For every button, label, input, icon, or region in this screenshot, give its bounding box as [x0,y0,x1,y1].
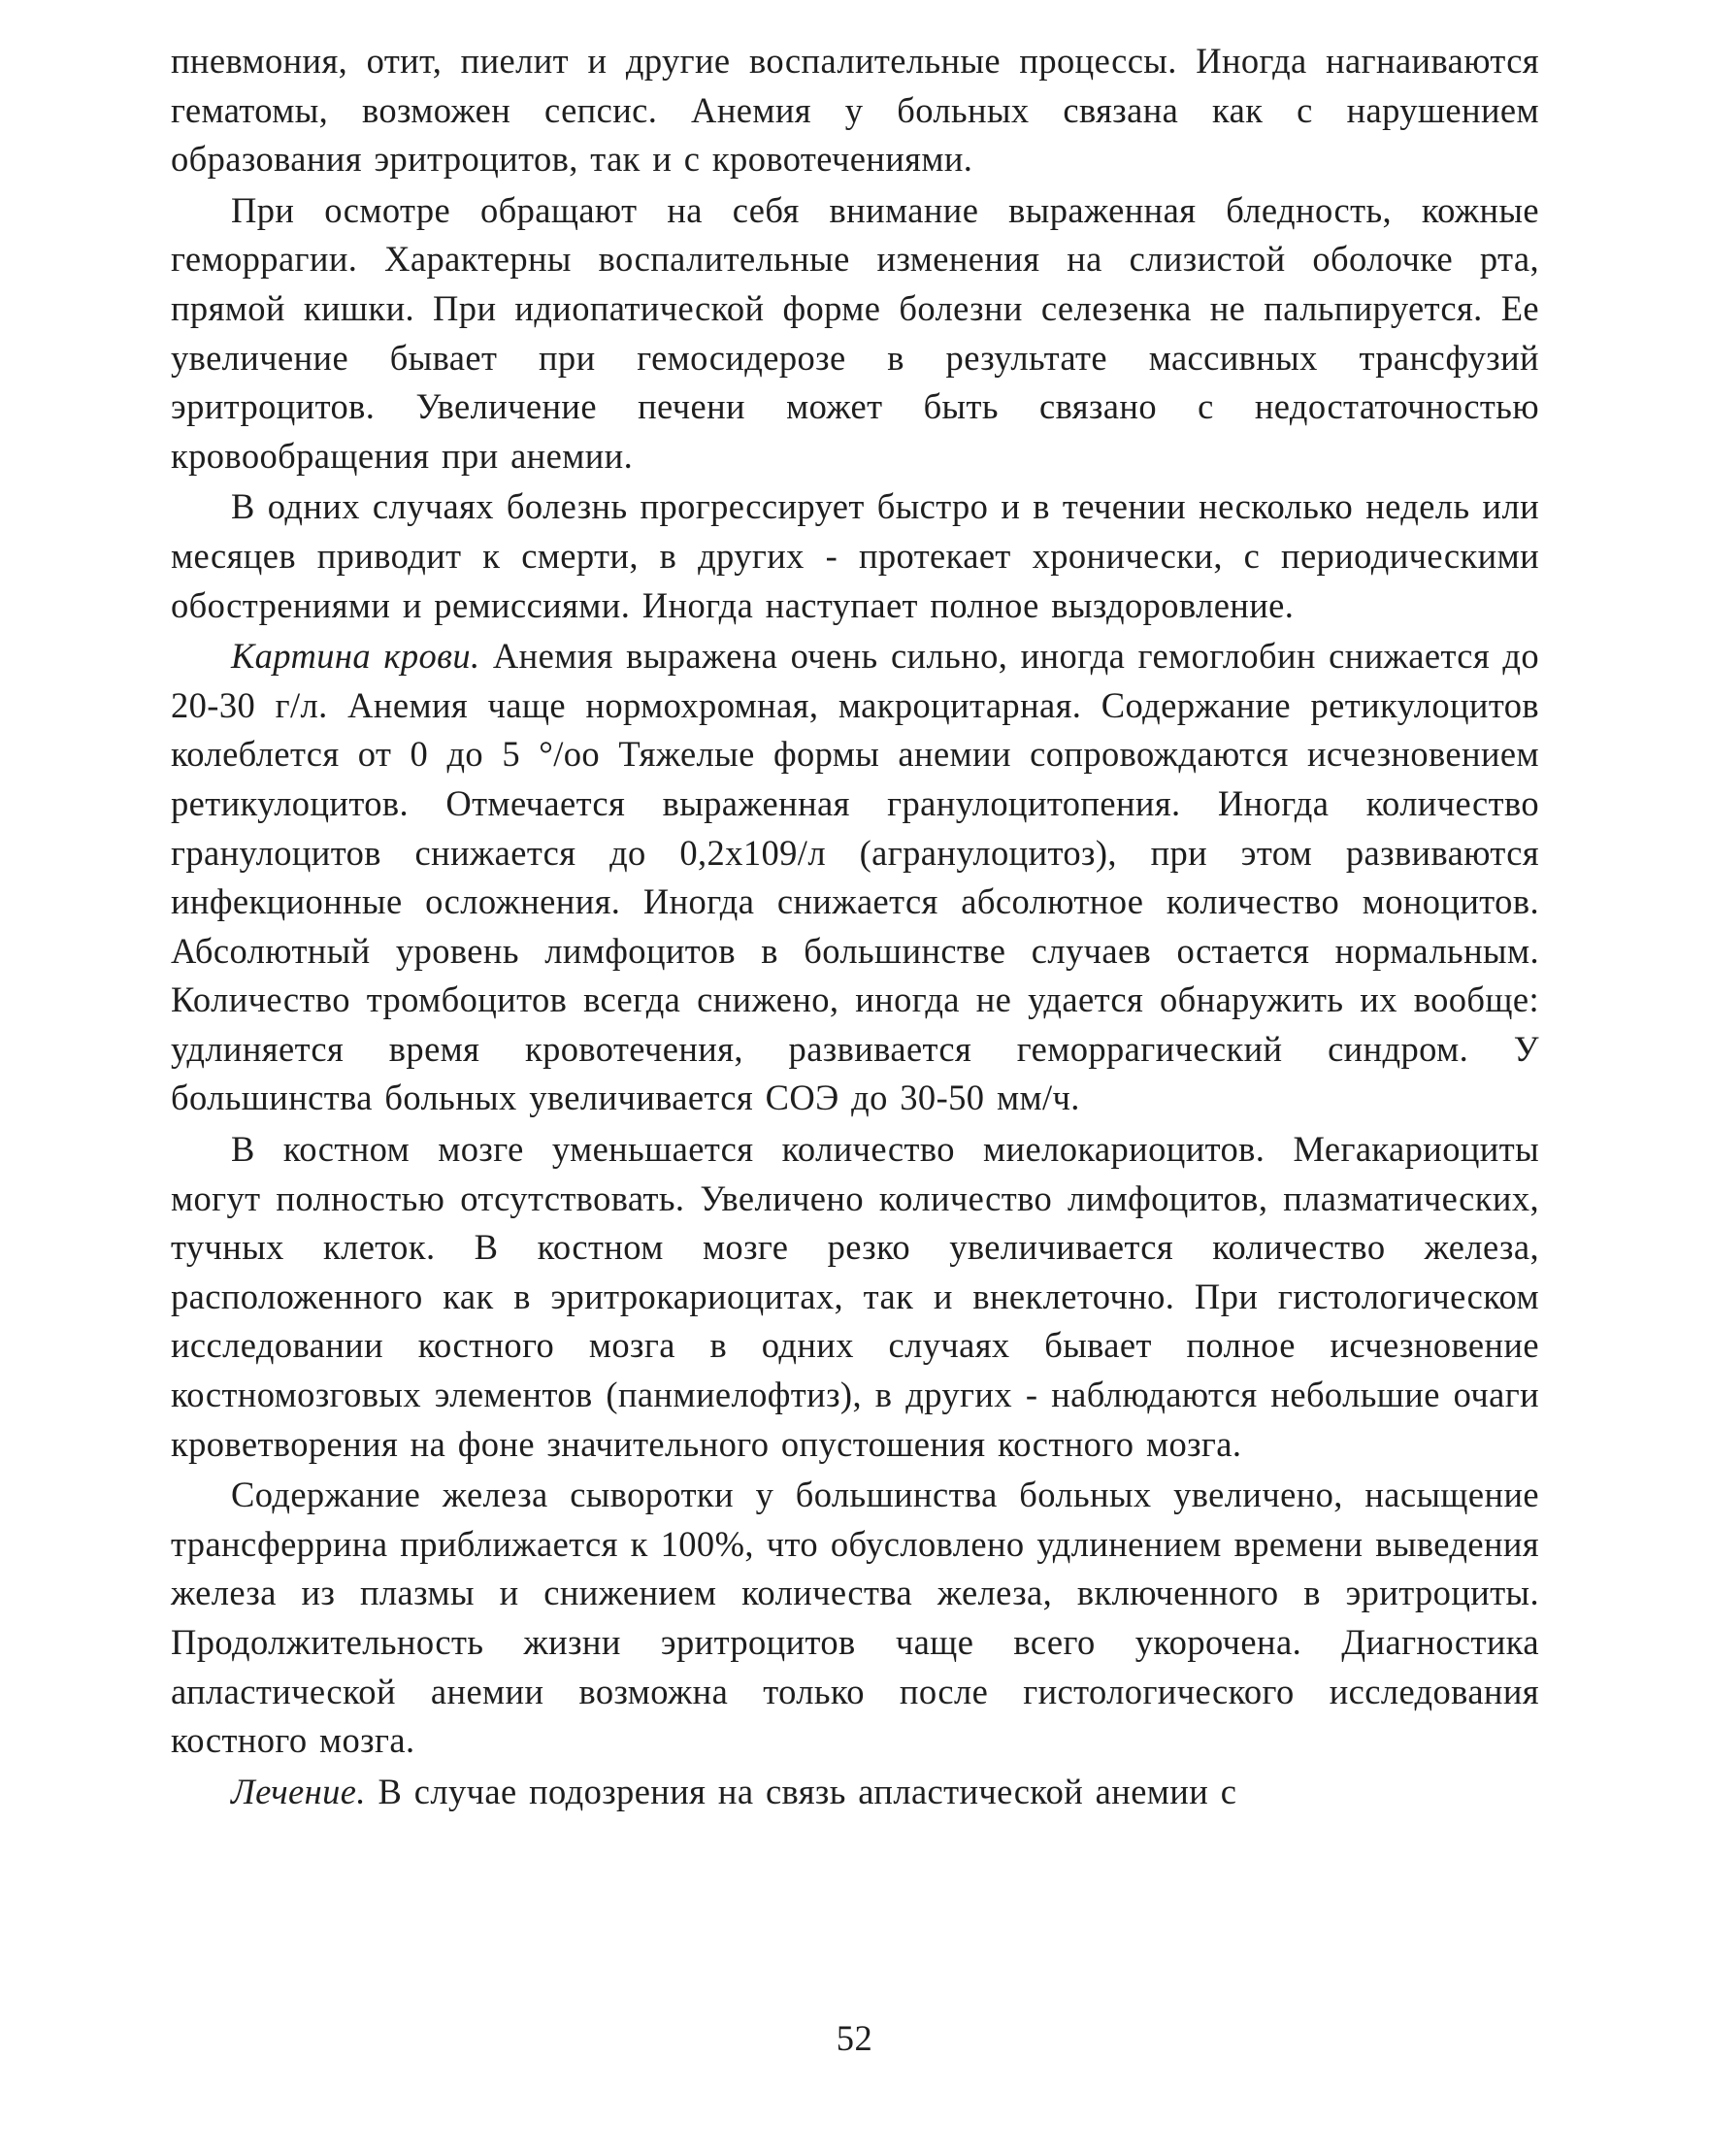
paragraph-serum-iron-text: Содержание железа сыворотки у большинства больных увеличено, насыщение трансферрина приближается к 100%, что обусловлено удлинением времени выведения железа из плазмы и снижением количества железа, включенного в эритроциты. Продолжительность жизни эритроцитов чаще всего укорочена. Диагностика апластической анемии возможна только после гистологического исследования костного мозга. [171,1475,1539,1761]
paragraph-serum-iron [171,1471,1539,1766]
section-lead-treatment: Лечение. [231,1771,366,1811]
paragraph-blood-picture [171,632,1539,1123]
paragraph-blood-picture-text: Анемия выражена очень сильно, иногда гемоглобин снижается до 20-30 г/л. Анемия чаще нормохромная, макроцитарная. Содержание ретикулоцитов колеблется от 0 до 5 °/оо Тяжелые формы анемии сопровождаются исчезновением ретикулоцитов. Отмечается выраженная гранулоцитопения. Иногда количество гранулоцитов снижается до 0,2х109/л (агранулоцитоз), при этом развиваются инфекционные осложнения. Иногда снижается абсолютное количество моноцитов. Абсолютный уровень лимфоцитов в большинстве случаев остается нормальным. Количество тромбоцитов всегда снижено, иногда не удается обнаружить их вообще: удлиняется время кровотечения, развивается геморрагический синдром. У большинства больных увеличивается СОЭ до 30-50 мм/ч. [171,636,1539,1118]
paragraph-1 [171,37,1539,184]
paragraph-treatment [171,1768,1539,1817]
paragraph-3-text: В одних случаях болезнь прогрессирует быстро и в течении несколько недель или месяцев приводит к смерти, в других - протекает хронически, с периодическими обострениями и ремиссиями. Иногда наступает полное выздоровление. [171,486,1539,625]
paragraph-treatment-text: В случае подозрения на связь апластической анемии с [365,1771,1237,1811]
section-lead-blood-picture: Картина крови. [231,636,480,677]
page-number: 52 [836,2018,873,2058]
paragraph-bone-marrow [171,1125,1539,1469]
page-body [171,37,1539,1818]
paragraph-2-text: При осмотре обращают на себя внимание выраженная бледность, кожные геморрагии. Характерны воспалительные изменения на слизистой оболочке рта, прямой кишки. При идиопатической форме болезни селезенка не пальпируется. Ее увеличение бывает при гемосидерозе в результате массивных трансфузий эритроцитов. Увеличение печени может быть связано с недостаточностью кровообращения при анемии. [171,189,1539,476]
paragraph-bone-marrow-text: В костном мозге уменьшается количество миелокариоцитов. Мегакариоциты могут полностью отсутствовать. Увеличено количество лимфоцитов, плазматических, тучных клеток. В костном мозге резко увеличивается количество железа, расположенного как в эритрокариоцитах, так и внеклеточно. При гистологическом исследовании костного мозга в одних случаях бывает полное исчезновение костномозговых элементов (панмиелофтиз), в других - наблюдаются небольшие очаги кроветворения на фоне значительного опустошения костного мозга. [171,1129,1539,1464]
paragraph-3 [171,482,1539,630]
paragraph-1-text: пневмония, отит, пиелит и другие воспалительные процессы. Иногда нагнаиваются гематомы, возможен сепсис. Анемия у больных связана как с нарушением образования эритроцитов, так и с кровотечениями. [171,41,1539,180]
paragraph-2 [171,186,1539,481]
